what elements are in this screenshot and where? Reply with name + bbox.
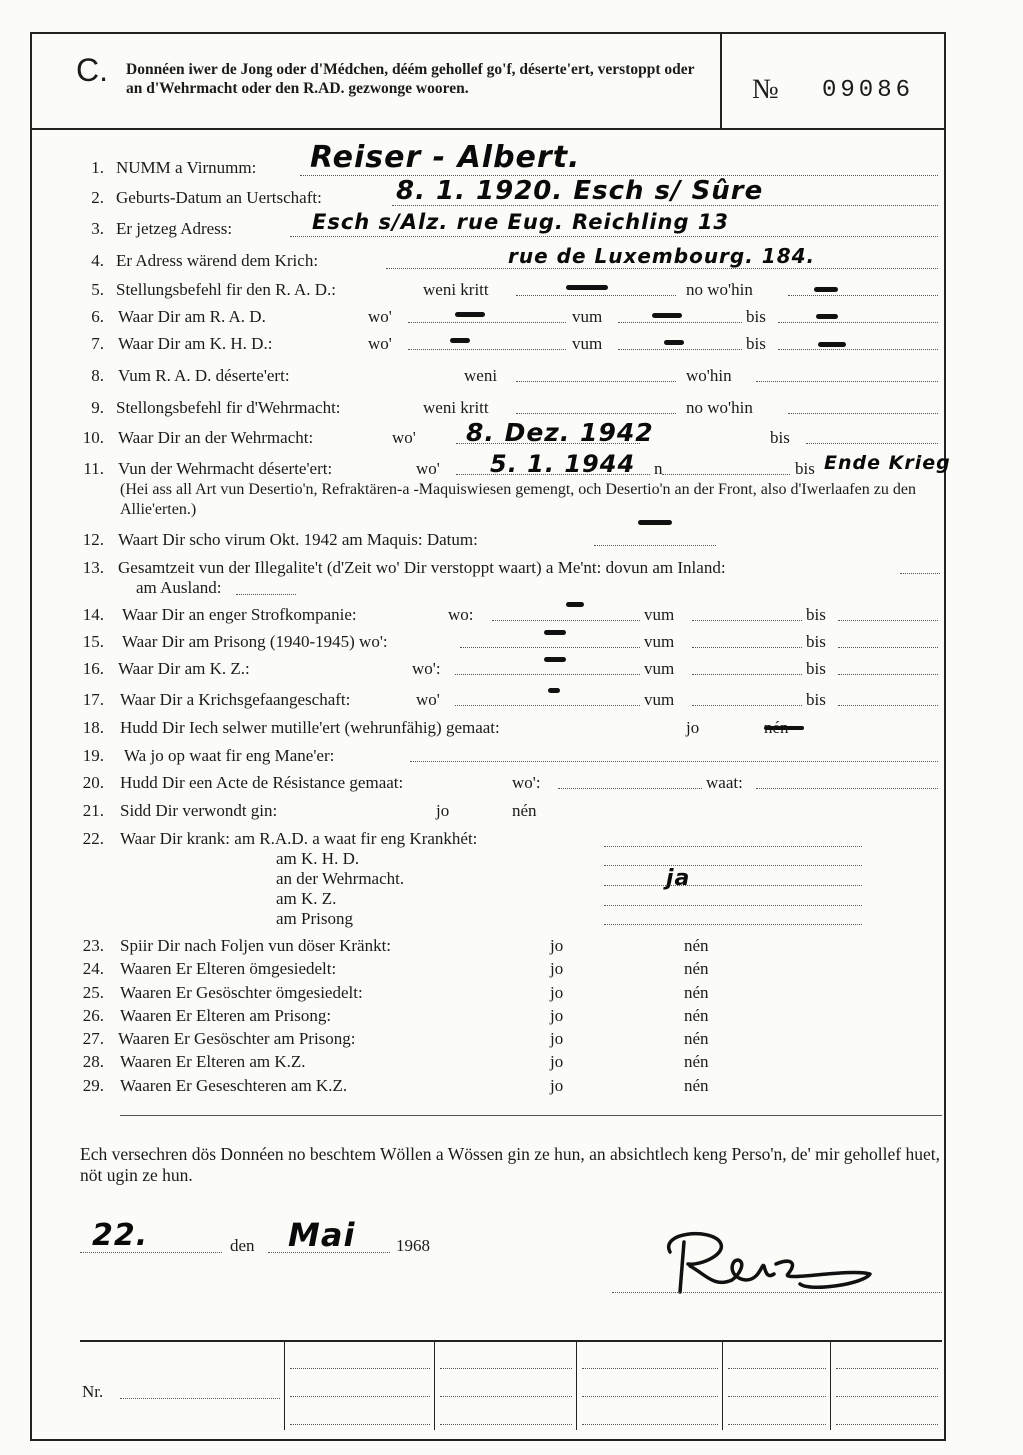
doc-number: 09086 [822,77,915,104]
dash-5a [566,285,608,290]
footer-cell-5-2[interactable] [836,1396,938,1397]
question-6-option-a: wo' [368,307,392,326]
footer-cell-3-1[interactable] [582,1368,718,1369]
hw-sick-wehrmacht: ja [666,866,691,891]
dash-7c [818,342,846,347]
question-16-field-2[interactable] [692,674,802,675]
question-20-number: 20. [82,773,104,792]
question-24-number: 24. [82,959,104,978]
dash-16 [544,657,566,662]
footer-cell-1-1[interactable] [290,1368,430,1369]
question-6-option-c: bis [746,307,766,326]
question-13-label: Gesamtzeit vun der Illegalite't (d'Zeit wo' Dir verstoppt waart) a Me'nt: dovun am Inland: [118,558,726,577]
day-field[interactable] [80,1252,222,1253]
question-10-number: 10. [82,428,104,447]
question-7-field-3[interactable] [778,349,938,350]
q22-field-wehrmacht[interactable] [604,885,862,886]
hw-month: Mai [288,1216,356,1254]
question-7-option-b: vum [572,334,603,353]
dash-12 [638,520,672,525]
question-26-number: 26. [82,1006,104,1025]
header-bottom-rule [32,128,944,130]
signature-field[interactable] [612,1292,942,1293]
question-5-option-c: no wo'hin [686,280,753,299]
question-7-label: Waar Dir am K. H. D.: [118,334,273,353]
question-12-label: Waart Dir scho virum Okt. 1942 am Maquis: Datum: [118,530,478,549]
question-6-label: Waar Dir am R. A. D. [118,307,266,326]
question-6-field-3[interactable] [778,322,938,323]
q22-sub-khd: am K. H. D. [276,849,360,868]
footer-cell-2-1[interactable] [440,1368,572,1369]
question-18-label: Hudd Dir Iech selwer mutille'ert (wehrunfähig) gemaat: [120,718,500,737]
question-22-number: 22. [82,829,104,848]
footer-cell-2-2[interactable] [440,1396,572,1397]
question-28-option-c: nén [684,1052,709,1071]
question-23-number: 23. [82,936,104,955]
question-16-option-c: bis [806,659,826,678]
footer-cell-3-2[interactable] [582,1396,718,1397]
question-23-label: Spiir Dir nach Foljen vun döser Kränkt: [120,936,392,955]
q13-ausland-field[interactable] [236,594,296,595]
dash-14 [566,602,584,607]
question-1-number: 1. [91,158,104,177]
question-15-option-c: bis [806,632,826,651]
question-17-field-2[interactable] [692,705,802,706]
footer-nr-label: Nr. [82,1382,104,1401]
question-11-option-a: wo' [416,459,440,478]
question-17-label: Waar Dir a Krichsgefaangeschaft: [120,690,351,709]
strike-nen-18 [764,726,804,730]
footer-col-5 [830,1340,831,1430]
header-text: Donnéen iwer de Jong oder d'Médchen, déém gehollef go'f, déserte'ert, verstoppt oder an d'Wehrmacht oder den R.AD. gezwonge wooren. [126,61,695,97]
declaration-text: Ech versechren dös Donnéen no beschtem Wöllen a Wössen gin ze hun, an absichtlech keng Perso'n, de' mir gehollef huet, nöt ugin ze hun. [80,1144,940,1185]
question-24-label: Waaren Er Elteren ömgesiedelt: [120,959,337,978]
question-17-option-c: bis [806,690,826,709]
dash-6a [455,312,485,317]
footer-cell-4-1[interactable] [728,1368,826,1369]
question-12-number: 12. [82,530,104,549]
question-7-number: 7. [91,334,104,353]
month-field[interactable] [268,1252,390,1253]
q22-field-kz[interactable] [604,905,862,906]
question-21-label: Sidd Dir verwondt gin: [120,801,278,820]
footer-col-1 [284,1340,285,1430]
footer-cell-1-2[interactable] [290,1396,430,1397]
dash-5b [814,287,838,292]
question-11-option-c: bis [795,459,815,478]
question-14-field-2[interactable] [692,620,802,621]
question-13-field-1[interactable] [900,573,940,574]
question-5-field-1[interactable] [516,295,676,296]
hw-desert-bis: Ende Krieg [824,452,951,474]
question-5-number: 5. [91,280,104,299]
dash-6c [816,314,838,319]
hw-birth: 8. 1. 1920. Esch s/ Sûre [396,176,764,206]
question-17-option-a: wo' [416,690,440,709]
question-5-option-a: weni kritt [423,280,489,299]
question-14-label: Waar Dir an enger Strofkompanie: [122,605,357,624]
footer-nr-field[interactable] [120,1398,280,1399]
question-25-number: 25. [82,983,104,1002]
question-25-label: Waaren Er Gesöschter ömgesiedelt: [120,983,363,1002]
question-4-field[interactable] [386,268,938,269]
question-8-option-c: wo'hin [686,366,732,385]
question-17-field-3[interactable] [838,705,938,706]
question-11-label: Vun der Wehrmacht déserte'ert: [118,459,333,478]
question-20-field-1[interactable] [558,788,702,789]
question-6-option-b: vum [572,307,603,326]
question-3-number: 3. [91,219,104,238]
header-divider [720,34,722,128]
question-17-option-b: vum [644,690,675,709]
question-27-label: Waaren Er Gesöschter am Prisong: [118,1029,356,1048]
question-16-option-a: wo': [412,659,441,678]
question-5-label: Stellungsbefehl fir den R. A. D.: [116,280,337,299]
question-9-label: Stellongsbefehl fir d'Wehrmacht: [116,398,341,417]
question-29-option-c: nén [684,1076,709,1095]
footer-col-2 [434,1340,435,1430]
question-9-field-1[interactable] [516,413,676,414]
question-8-field-1[interactable] [516,381,676,382]
question-7-option-a: wo' [368,334,392,353]
question-18-number: 18. [82,718,104,737]
q13-ausland: am Ausland: [136,578,222,597]
dash-15 [544,630,566,635]
question-3-label: Er jetzeg Adress: [116,219,233,238]
question-20-option-a: wo': [512,773,541,792]
question-14-field-3[interactable] [838,620,938,621]
question-10-option-a: wo' [392,428,416,447]
question-6-field-1[interactable] [408,322,566,323]
question-26-label: Waaren Er Elteren am Prisong: [120,1006,332,1025]
question-19-field-1[interactable] [410,761,938,762]
question-8-label: Vum R. A. D. déserte'ert: [118,366,290,385]
question-8-number: 8. [91,366,104,385]
question-11-field-2[interactable] [662,474,790,475]
footer-col-4 [722,1340,723,1430]
question-15-number: 15. [82,632,104,651]
question-26-option-c: nén [684,1006,709,1025]
question-10-label: Waar Dir an der Wehrmacht: [118,428,314,447]
question-20-label: Hudd Dir een Acte de Résistance gemaat: [120,773,404,792]
question-4-label: Er Adress wärend dem Krich: [116,251,319,270]
footer-rule-top [80,1340,942,1342]
question-11-option-b: n [654,459,663,478]
question-25-option-c: nén [684,983,709,1002]
question-14-option-b: vum [644,605,675,624]
question-29-number: 29. [82,1076,104,1095]
hw-address: Esch s/Alz. rue Eug. Reichling 13 [312,210,730,234]
footer-cell-3-3[interactable] [582,1424,718,1425]
question-14-number: 14. [82,605,104,624]
question-27-option-c: nén [684,1029,709,1048]
question-28-label: Waaren Er Elteren am K.Z. [120,1052,306,1071]
question-23-option-a: jo [550,936,564,955]
hw-day: 22. [92,1218,149,1253]
q22-sub-kz: am K. Z. [276,889,337,908]
question-15-field-1[interactable] [460,647,640,648]
footer-cell-5-3[interactable] [836,1424,938,1425]
question-9-option-c: no wo'hin [686,398,753,417]
question-1-label: NUMM a Virnumm: [116,158,257,177]
question-19-number: 19. [82,746,104,765]
question-6-number: 6. [91,307,104,326]
footer-cell-1-3[interactable] [290,1424,430,1425]
dash-17 [548,688,560,693]
question-14-option-c: bis [806,605,826,624]
question-24-option-a: jo [550,959,564,978]
footer-cell-5-1[interactable] [836,1368,938,1369]
declaration-rule [120,1115,942,1116]
question-2-label: Geburts-Datum an Uertschaft: [116,188,322,207]
question-22-label: Waar Dir krank: am R.A.D. a waat fir eng Krankhét: [120,829,478,848]
question-15-field-2[interactable] [692,647,802,648]
date-den: den [230,1236,255,1255]
question-6-field-2[interactable] [618,322,742,323]
question-23-option-c: nén [684,936,709,955]
question-16-number: 16. [82,659,104,678]
question-27-option-a: jo [550,1029,564,1048]
question-27-number: 27. [82,1029,104,1048]
question-25-option-a: jo [550,983,564,1002]
hw-war-address: rue de Luxembourg. 184. [508,244,816,268]
question-5-field-2[interactable] [788,295,938,296]
question-21-number: 21. [82,801,104,820]
question-13-number: 13. [82,558,104,577]
question-9-option-a: weni kritt [423,398,489,417]
question-11-number: 11. [83,459,104,478]
q22-field-khd[interactable] [604,865,862,866]
question-14-option-a: wo: [448,605,474,624]
hw-wehrmacht-from: 8. Dez. 1942 [466,418,654,447]
footer-cell-4-2[interactable] [728,1396,826,1397]
question-28-number: 28. [82,1052,104,1071]
q22-sub-wehrmacht: an der Wehrmacht. [276,869,405,888]
dash-6b [652,313,682,318]
question-7-option-c: bis [746,334,766,353]
question-15-field-3[interactable] [838,647,938,648]
question-16-field-3[interactable] [838,674,938,675]
q22-sub-prisong: am Prisong [276,909,353,928]
question-8-field-2[interactable] [756,381,938,382]
question-16-option-b: vum [644,659,675,678]
question-19-label: Wa jo op waat fir eng Mane'er: [124,746,335,765]
question-15-label: Waar Dir am Prisong (1940-1945) wo': [122,632,388,651]
date-year: 1968 [396,1236,430,1255]
question-9-field-2[interactable] [788,413,938,414]
question-15-option-b: vum [644,632,675,651]
question-9-number: 9. [91,398,104,417]
question-2-number: 2. [91,188,104,207]
q22-field-rad[interactable] [604,846,862,847]
footer-cell-4-3[interactable] [728,1424,826,1425]
dash-7b [664,340,684,345]
question-17-field-1[interactable] [455,705,640,706]
question-29-option-a: jo [550,1076,564,1095]
hw-desert-date: 5. 1. 1944 [490,450,636,478]
question-16-label: Waar Dir am K. Z.: [118,659,250,678]
question-26-option-a: jo [550,1006,564,1025]
question-21-option-c: nén [512,801,537,820]
question-18-option-a: jo [686,718,700,737]
q11-note: (Hei ass all Art vun Desertio'n, Refraktären-a -Maquiswiesen gemengt, och Desertio'n an der Front, also d'Iwerlaafen zu den Allie'erten.) [120,481,916,518]
question-3-field[interactable] [290,236,938,237]
doc-number-label: № [752,74,779,105]
question-10-option-c: bis [770,428,790,447]
question-16-field-1[interactable] [455,674,640,675]
dash-7a [450,338,470,343]
signature [650,1222,880,1302]
q22-field-prisong[interactable] [604,924,862,925]
question-17-number: 17. [82,690,104,709]
question-28-option-a: jo [550,1052,564,1071]
question-14-field-1[interactable] [492,620,640,621]
section-letter: C. [76,52,108,88]
footer-col-3 [576,1340,577,1430]
question-4-number: 4. [91,251,104,270]
question-7-field-2[interactable] [618,349,742,350]
question-10-field-2[interactable] [806,443,938,444]
question-20-option-c: waat: [706,773,743,792]
question-7-field-1[interactable] [408,349,566,350]
question-8-option-a: weni [464,366,498,385]
footer-cell-2-3[interactable] [440,1424,572,1425]
question-21-option-a: jo [436,801,450,820]
question-24-option-c: nén [684,959,709,978]
question-20-field-2[interactable] [756,788,938,789]
question-12-field-1[interactable] [594,545,716,546]
hw-name: Reiser - Albert. [310,140,581,175]
question-29-label: Waaren Er Geseschteren am K.Z. [120,1076,348,1095]
